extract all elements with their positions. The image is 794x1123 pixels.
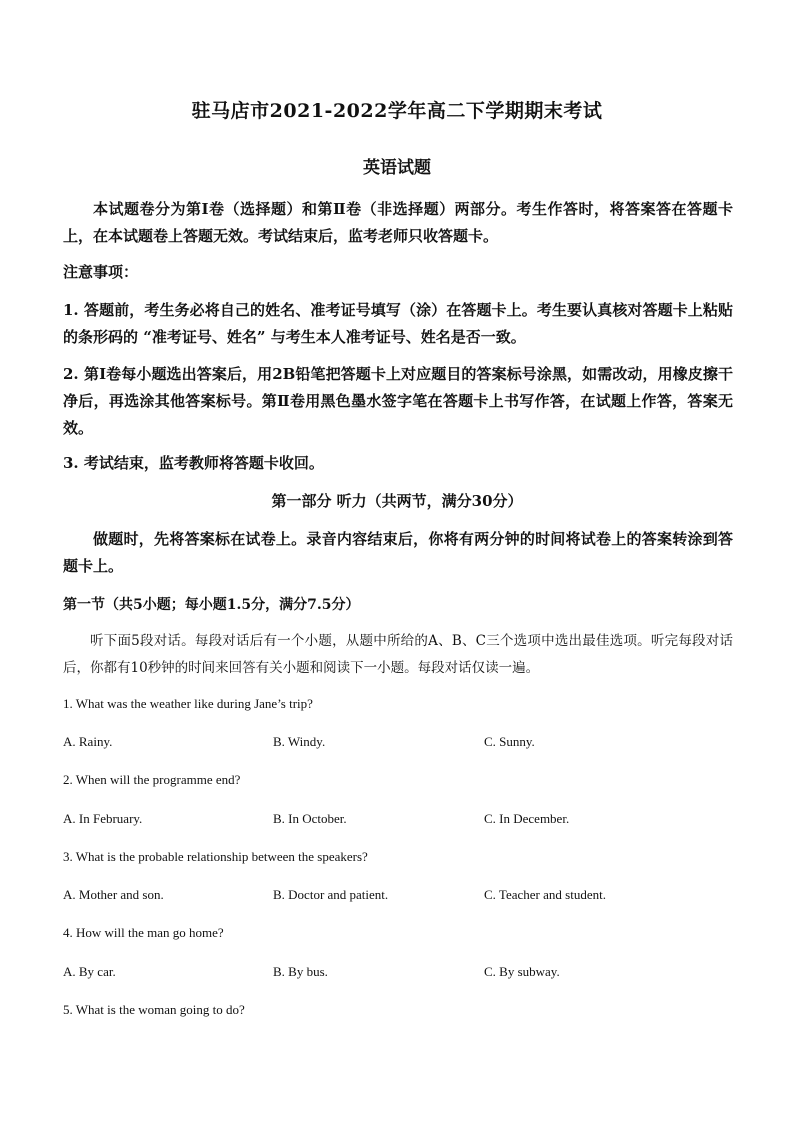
question-3-option-a: A. Mother and son. [63,887,164,902]
notice-item-1: 1. 答题前，考生务必将自己的姓名、准考证号填写（涂）在答题卡上。考生要认真核对答题卡上粘贴的条形码的 “准考证号、姓名” 与考生本人准考证号、姓名是否一致。 [63,301,733,346]
notice-heading: 注意事项： [63,263,139,281]
question-3-option-c: C. Teacher and student. [484,887,606,902]
notice-item-2: 2. 第Ⅰ卷每小题选出答案后，用2B铅笔把答题卡上对应题目的答案标号涂黑，如需改动，用橡皮擦干净后，再选涂其他答案标号。第Ⅱ卷用黑色墨水签字笔在答题卡上书写作答，在试题上作答，答案无效。 [63,365,733,437]
question-4-option-b: B. By bus. [273,964,328,979]
question-2: 2. When will the programme end? [63,772,241,787]
intro-paragraph: 本试题卷分为第Ⅰ卷（选择题）和第Ⅱ卷（非选择题）两部分。考生作答时，将答案答在答题卡上，在本试题卷上答题无效。考试结束后，监考老师只收答题卡。 [63,200,733,245]
question-4: 4. How will the man go home? [63,925,224,940]
question-4-option-a: A. By car. [63,964,116,979]
notice-item-3: 3. 考试结束，监考教师将答题卡收回。 [63,454,324,472]
question-2-option-b: B. In October. [273,811,347,826]
question-1-option-a: A. Rainy. [63,734,113,749]
part1-title: 第一部分 听力（共两节，满分30分） [271,492,523,510]
question-2-option-c: C. In December. [484,811,570,826]
question-5: 5. What is the woman going to do? [63,1002,245,1017]
question-3: 3. What is the probable relationship between the speakers? [63,849,368,864]
question-3-option-b: B. Doctor and patient. [273,887,389,902]
section1-instruction: 听下面5段对话。每段对话后有一个小题，从题中所给的A、B、C三个选项中选出最佳选项。听完每段对话后，你都有10秒钟的时间来回答有关小题和阅读下一小题。每段对话仅读一遍。 [63,633,733,676]
question-4-option-c: C. By subway. [484,964,560,979]
exam-subtitle: 英语试题 [363,158,431,178]
question-1: 1. What was the weather like during Jane’s trip? [63,696,313,711]
question-2-option-a: A. In February. [63,811,143,826]
part1-instruction: 做题时，先将答案标在试卷上。录音内容结束后，你将有两分钟的时间将试卷上的答案转涂到答题卡上。 [63,530,733,575]
exam-title: 驻马店市2021-2022学年高二下学期期末考试 [191,100,603,122]
question-1-option-b: B. Windy. [273,734,326,749]
section1-title: 第一节（共5小题；每小题1.5分，满分7.5分） [63,597,360,613]
question-1-option-c: C. Sunny. [484,734,535,749]
